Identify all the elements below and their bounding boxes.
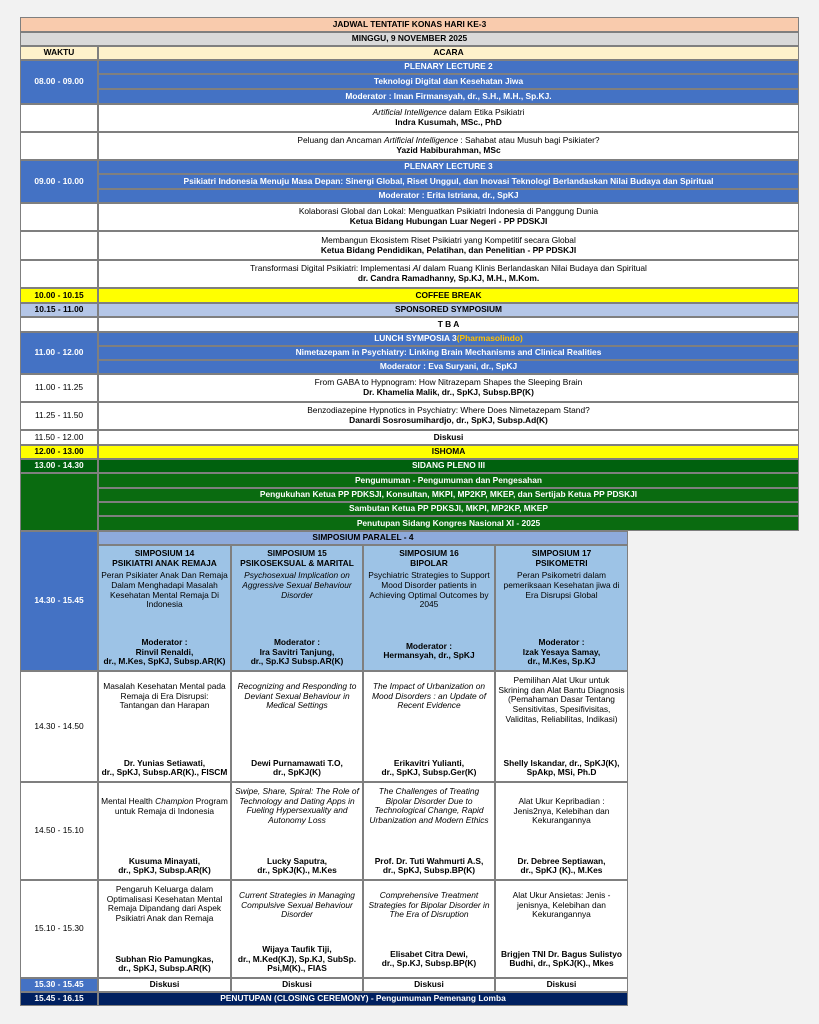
time-blank xyxy=(20,203,98,231)
talk-title: Masalah Kesehatan Mental pada Remaja di Era Disrupsi: Tantangan dan Harapan xyxy=(103,681,226,711)
moderator-name: Hermansyah, dr., SpKJ xyxy=(383,650,475,661)
time-parallel-row1: 14.30 - 14.50 xyxy=(20,671,98,782)
symposium-17 xyxy=(495,545,628,671)
moderator-label: Moderator : xyxy=(538,637,585,648)
ishoma: ISHOMA xyxy=(98,445,799,459)
speaker-name: Dr. Yunias Setiawati, xyxy=(123,757,206,768)
speaker-name: Dr. Debree Septiawan, xyxy=(517,855,606,866)
time-parallel-row3: 15.10 - 15.30 xyxy=(20,880,98,978)
speaker-credentials: dr., SpKJ(K)., M.Kes xyxy=(257,865,337,876)
talk-cell xyxy=(363,880,495,978)
time-closing: 15.45 - 16.15 xyxy=(20,992,98,1006)
lunch-sponsor: (Pharmasolindo) xyxy=(456,333,523,344)
speaker-credentials: dr., SpKJ, Subsp.AR(K)., FISCM xyxy=(101,767,228,778)
speaker-name: Prof. Dr. Tuti Wahmurti A.S, xyxy=(374,855,484,866)
speaker-credentials: dr., Sp.KJ, Subsp.BP(K) xyxy=(381,958,477,969)
talk-cell xyxy=(98,671,231,782)
talk-title: Comprehensive Treatment Strategies for Bipolar Disorder in The Era of Disruption xyxy=(368,890,490,920)
talk-title: Artificial Intelligence xyxy=(372,107,447,118)
parallel-label: SIMPOSIUM PARALEL - 4 xyxy=(98,531,628,545)
pleno-item: Pengumuman - Pengumuman dan Pengesahan xyxy=(98,473,799,488)
lunch-title: LUNCH SYMPOSIA 3 xyxy=(374,333,457,344)
symposium-topic: Psychosexual Implication on Aggressive Sexual Behaviour Disorder xyxy=(242,570,352,600)
schedule-date: MINGGU, 9 NOVEMBER 2025 xyxy=(20,32,799,46)
plenary2-label: PLENARY LECTURE 2 xyxy=(98,60,799,74)
speaker-credentials: dr., SpKJ, Subsp.AR(K) xyxy=(118,963,211,974)
speaker-name: Indra Kusumah, MSc., PhD xyxy=(395,117,502,127)
speaker-credentials: dr., SpKJ, Subsp.BP(K) xyxy=(382,865,476,876)
talk-title: Pemilihan Alat Ukur untuk Skrining dan Alat Bantu Diagnosis (Pemahaman Dasar Tentang Sensitivitas, Spesifivisitas, Validitas, Reliabilitas, Indikasi) xyxy=(498,675,625,724)
time-pleno: 13.00 - 14.30 xyxy=(20,459,98,473)
symposium-14 xyxy=(98,545,231,671)
symposium-topic: Psychiatric Strategies to Support Mood Disorder patients in Achieving Optimal Outcomes by 2045 xyxy=(368,570,490,610)
talk-title: Program untuk Remaja di Indonesia xyxy=(114,796,228,816)
talk-title: The Challenges of Treating Bipolar Disorder Due to Technological Change, Rapid Urbanization and Modern Ethics xyxy=(369,786,489,825)
time-blank xyxy=(20,132,98,160)
speaker-credentials: dr., SpKJ (K)., M.Kes xyxy=(520,865,603,876)
talk-cell xyxy=(231,782,363,880)
time-plenary2: 08.00 - 09.00 xyxy=(20,60,98,104)
speaker-credentials: dr., SpKJ(K) xyxy=(273,767,321,778)
talk-cell xyxy=(231,671,363,782)
symposium-topic: Peran Psikometri dalam pemeriksaan Kesehatan jiwa di Era Disrupsi Global xyxy=(503,570,620,600)
moderator-name: Izak Yesaya Samay, xyxy=(522,646,601,657)
speaker-credentials: SpAkp, MSi, Ph.D xyxy=(526,767,597,778)
lunch-talk1 xyxy=(98,374,799,402)
talk-title: AI xyxy=(412,263,421,274)
moderator-name: Ira Savitri Tanjung, xyxy=(259,646,335,657)
lunch-label xyxy=(98,332,799,346)
talk-title: Artificial Intelligence xyxy=(384,135,459,146)
talk-cell xyxy=(231,880,363,978)
symposium-subtitle: PSIKOMETRI xyxy=(535,557,588,568)
talk-title: Recognizing and Responding to Deviant Sexual Behaviour in Medical Settings xyxy=(237,681,357,711)
talk-title: Pengaruh Keluarga dalam Optimalisasi Kesehatan Mental Remaja Dipandang dari Aspek Psikiatri Anak dan Remaja xyxy=(106,884,223,923)
lunch-talk2 xyxy=(98,402,799,430)
symposium-title: SIMPOSIUM 15 xyxy=(267,548,327,558)
pleno-item: Pengukuhan Ketua PP PDKSJI, Konsultan, MKPI, MP2KP, MKEP, dan Sertijab Ketua PP PDSKJI xyxy=(98,488,799,502)
talk-title: Current Strategies in Managing Compulsive Sexual Behaviour Disorder xyxy=(239,890,355,920)
lunch-topic: Nimetazepam in Psychiatry: Linking Brain Mechanisms and Clinical Realities xyxy=(98,346,799,360)
speaker-name: Ketua Bidang Hubungan Luar Negeri - PP PDSKJI xyxy=(349,216,548,226)
talk-title: Champion xyxy=(155,796,194,806)
speaker-name: Erikavitri Yulianti, xyxy=(393,757,465,768)
symposium-title: SIMPOSIUM 17 xyxy=(531,548,592,558)
moderator-credentials: dr., Sp.KJ Subsp.AR(K) xyxy=(250,656,344,667)
pleno-item: Penutupan Sidang Kongres Nasional XI - 2025 xyxy=(98,516,799,531)
plenary3-label: PLENARY LECTURE 3 xyxy=(98,160,799,174)
talk-title: Mental Health xyxy=(101,796,156,806)
talk-title: Membangun Ekosistem Riset Psikiatri yang Kompetitif secara Global xyxy=(321,234,576,245)
plenary2-topic: Teknologi Digital dan Kesehatan Jiwa xyxy=(98,74,799,89)
pleno-item: Sambutan Ketua PP PDKSJI, MKPI, MP2KP, MKEP xyxy=(98,502,799,516)
talk-title: : Sahabat atau Musuh bagi Psikiater? xyxy=(458,135,600,146)
talk-title: Alat Ukur Kepribadian : Jenis2nya, Kelebihan dan Kekurangannya xyxy=(513,796,610,826)
time-blank xyxy=(20,231,98,260)
symposium-topic: Peran Psikiater Anak Dan Remaja Dalam Menghadapi Masalah Kesehatan Mental Remaja Di Indonesia xyxy=(101,570,228,610)
col-header-event: ACARA xyxy=(98,46,799,60)
time-parallel-row2: 14.50 - 15.10 xyxy=(20,782,98,880)
time-lunch-talk2: 11.25 - 11.50 xyxy=(20,402,98,430)
speaker-credentials: dr., M.Ked(KJ), Sp.KJ, SubSp. Psi,M(K)., FIAS xyxy=(237,953,357,974)
plenary3-talk1 xyxy=(98,203,799,231)
speaker-name: Kusuma Minayati, xyxy=(128,855,201,866)
symposium-subtitle: BIPOLAR xyxy=(410,557,448,568)
talk-cell xyxy=(98,880,231,978)
speaker-name: Shelly Iskandar, dr., SpKJ(K), xyxy=(503,757,620,768)
discussion-cell: Diskusi xyxy=(363,978,495,992)
talk-title: Peluang dan Ancaman xyxy=(297,135,385,146)
talk-title: Transformasi Digital Psikiatri: Implementasi xyxy=(250,263,413,274)
speaker-name: Yazid Habiburahman, MSc xyxy=(396,145,501,155)
plenary3-topic: Psikiatri Indonesia Menuju Masa Depan: Sinergi Global, Riset Unggul, dan Inovasi Teknologi Berlandaskan Nilai Budaya dan Spiritual xyxy=(98,174,799,189)
time-coffee: 10.00 - 10.15 xyxy=(20,288,98,303)
plenary3-talk2 xyxy=(98,231,799,260)
time-blank xyxy=(20,260,98,288)
speaker-name: Lucky Saputra, xyxy=(266,855,328,866)
symposium-title: SIMPOSIUM 14 xyxy=(134,548,195,558)
time-lunch-discussion: 11.50 - 12.00 xyxy=(20,430,98,445)
talk-title: From GABA to Hypnogram: How Nitrazepam Shapes the Sleeping Brain xyxy=(314,377,583,388)
talk-cell xyxy=(495,880,628,978)
symposium-subtitle: PSIKIATRI ANAK REMAJA xyxy=(112,557,217,568)
discussion-cell: Diskusi xyxy=(98,978,231,992)
plenary3-moderator: Moderator : Erita Istriana, dr., SpKJ xyxy=(98,189,799,203)
discussion-cell: Diskusi xyxy=(231,978,363,992)
plenary2-talk2 xyxy=(98,132,799,160)
speaker-name: Wijaya Taufik Tiji, xyxy=(262,944,332,955)
talk-cell xyxy=(363,782,495,880)
discussion-cell: Diskusi xyxy=(495,978,628,992)
talk-title: Alat Ukur Ansietas: Jenis - jenisnya, Kelebihan dan Kekurangannya xyxy=(512,890,611,920)
lunch-moderator: Moderator : Eva Suryani, dr., SpKJ xyxy=(98,360,799,374)
moderator-name: Rinvil Renaldi, xyxy=(135,646,194,657)
talk-title: Benzodiazepine Hypnotics in Psychiatry: Where Does Nimetazepam Stand? xyxy=(307,405,590,416)
moderator-label: Moderator : xyxy=(273,637,321,648)
time-ishoma: 12.00 - 13.00 xyxy=(20,445,98,459)
plenary2-talk1 xyxy=(98,104,799,132)
moderator-label: Moderator : xyxy=(405,640,453,651)
time-blank xyxy=(20,317,98,332)
symposium-16 xyxy=(363,545,495,671)
time-lunch-talk1: 11.00 - 11.25 xyxy=(20,374,98,402)
speaker-name: Danardi Sosrosumihardjo, dr., SpKJ, Subsp.Ad(K) xyxy=(349,415,548,425)
talk-cell xyxy=(495,782,628,880)
time-blank xyxy=(20,104,98,132)
symposium-title: SIMPOSIUM 16 xyxy=(399,548,459,558)
col-header-time: WAKTU xyxy=(20,46,98,60)
time-parallel-discussion: 15.30 - 15.45 xyxy=(20,978,98,992)
sponsored-tba: T B A xyxy=(98,317,799,332)
pleno-label: SIDANG PLENO III xyxy=(98,459,799,473)
moderator-label: Moderator : xyxy=(141,637,188,648)
symposium-subtitle: PSIKOSEKSUAL & MARITAL xyxy=(240,557,354,568)
speaker-name: Dewi Purnamawati T.O, xyxy=(251,757,343,768)
speaker-name: dr. Candra Ramadhanny, Sp.KJ, M.H., M.Kom. xyxy=(357,273,540,283)
plenary3-talk3 xyxy=(98,260,799,288)
time-sponsored: 10.15 - 11.00 xyxy=(20,303,98,317)
talk-cell xyxy=(363,671,495,782)
speaker-credentials: Budhi, dr., SpKJ(K)., Mkes xyxy=(509,958,614,969)
talk-title: dalam Ruang Klinis Berlandaskan Nilai Budaya dan Spiritual xyxy=(420,263,647,274)
speaker-name: Subhan Rio Pamungkas, xyxy=(115,953,214,964)
time-blank xyxy=(20,473,98,531)
speaker-name: Dr. Khamelia Malik, dr., SpKJ, Subsp.BP(K) xyxy=(363,387,534,397)
speaker-credentials: dr., SpKJ, Subsp.AR(K) xyxy=(118,865,211,876)
closing-ceremony: PENUTUPAN (CLOSING CEREMONY) - Pengumuman Pemenang Lomba xyxy=(98,992,628,1006)
talk-cell xyxy=(495,671,628,782)
talk-cell xyxy=(98,782,231,880)
talk-title: Kolaborasi Global dan Lokal: Menguatkan Psikiatri Indonesia di Panggung Dunia xyxy=(298,206,599,217)
speaker-name: Elisabet Citra Dewi, xyxy=(390,948,468,959)
schedule-title: JADWAL TENTATIF KONAS HARI KE-3 xyxy=(20,17,799,32)
lunch-discussion: Diskusi xyxy=(98,430,799,445)
moderator-credentials: dr., M.Kes, Sp.KJ xyxy=(527,656,596,667)
speaker-name: Ketua Bidang Pendidikan, Pelatihan, dan Penelitian - PP PDSKJI xyxy=(320,244,577,255)
talk-title: dalam Etika Psikiatri xyxy=(446,107,525,118)
plenary2-moderator: Moderator : Iman Firmansyah, dr., S.H., M.H., Sp.KJ. xyxy=(98,89,799,104)
speaker-credentials: dr., SpKJ, Subsp.Ger(K) xyxy=(381,767,477,778)
moderator-credentials: dr., M.Kes, SpKJ, Subsp.AR(K) xyxy=(103,656,226,667)
speaker-name: Brigjen TNI Dr. Bagus Sulistyo xyxy=(501,948,622,959)
time-plenary3: 09.00 - 10.00 xyxy=(20,160,98,203)
coffee-break: COFFEE BREAK xyxy=(98,288,799,303)
talk-title: Swipe, Share, Spiral: The Role of Technology and Dating Apps in Fueling Hypersexuality and Autonomy Loss xyxy=(235,786,359,825)
symposium-15 xyxy=(231,545,363,671)
time-parallel: 14.30 - 15.45 xyxy=(20,531,98,671)
sponsored-symposium: SPONSORED SYMPOSIUM xyxy=(98,303,799,317)
time-lunch: 11.00 - 12.00 xyxy=(20,332,98,374)
talk-title: The Impact of Urbanization on Mood Disorders : an Update of Recent Evidence xyxy=(371,681,487,711)
